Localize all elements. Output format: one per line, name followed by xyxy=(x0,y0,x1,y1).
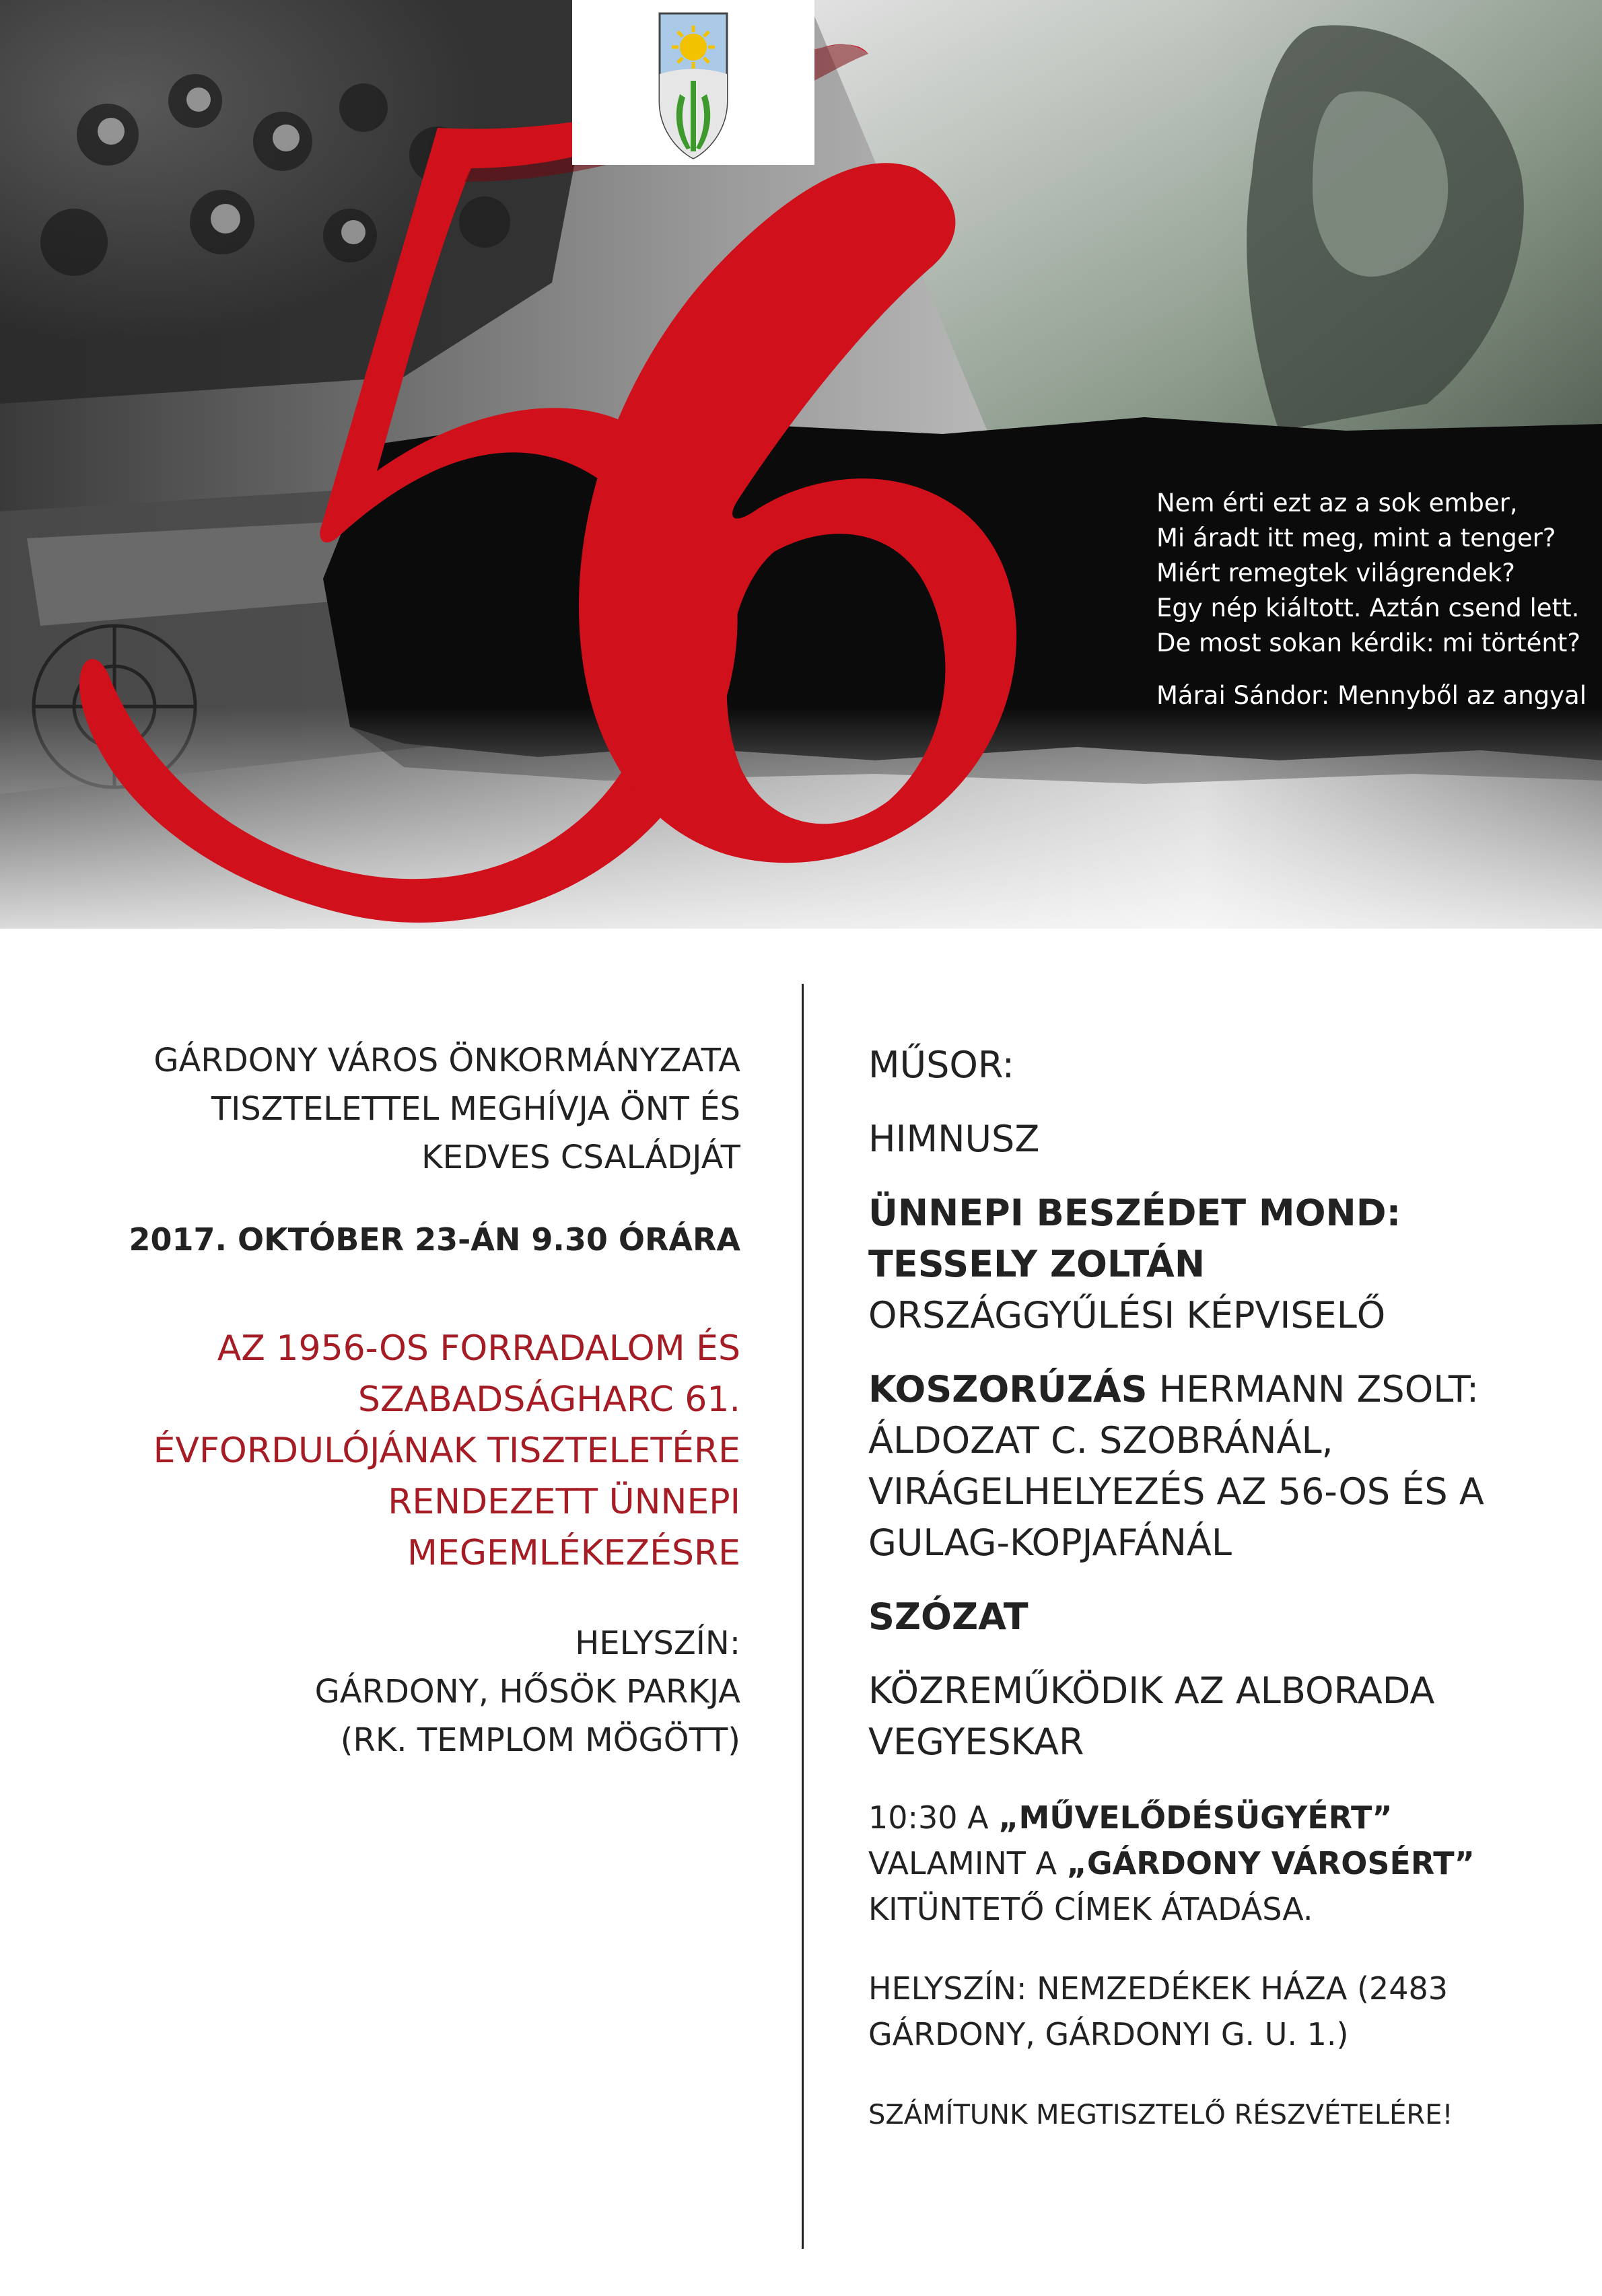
wreath-detail: GULAG-KOPJAFÁNÁL xyxy=(868,1521,1232,1564)
wreath-detail: VIRÁGELHELYEZÉS AZ 56-OS ÉS A xyxy=(868,1470,1484,1513)
quote-line: Egy nép kiáltott. Aztán csend lett. xyxy=(1156,594,1580,622)
coat-of-arms-icon xyxy=(572,0,814,165)
wreath-label: KOSZORÚZÁS xyxy=(868,1368,1148,1410)
invitation-line: TISZTELETTEL MEGHÍVJA ÖNT ÉS xyxy=(211,1090,740,1128)
program-column xyxy=(868,1040,1595,2135)
awards-mid: VALAMINT A xyxy=(868,1845,1067,1881)
crest-panel xyxy=(572,0,814,165)
column-divider xyxy=(802,984,804,2249)
venue-line: HELYSZÍN: xyxy=(575,1624,740,1662)
program-venue-line: HELYSZÍN: NEMZEDÉKEK HÁZA (2483 xyxy=(868,1970,1448,2007)
wreath-person: HERMANN ZSOLT: xyxy=(1147,1368,1479,1410)
event-venue xyxy=(81,1619,740,1764)
invitation-line: KEDVES CSALÁDJÁT xyxy=(421,1139,740,1176)
awards-block xyxy=(868,1795,1595,1932)
awards-suffix: KITÜNTETŐ CÍMEK ÁTADÁSA. xyxy=(868,1891,1313,1927)
awards-line xyxy=(868,1795,1595,1840)
awards-line xyxy=(868,1840,1595,1886)
hero-banner xyxy=(0,0,1602,979)
poem-quote xyxy=(1156,486,1587,713)
awards-prefix: 10:30 A xyxy=(868,1799,999,1836)
venue-line: (RK. TEMPLOM MÖGÖTT) xyxy=(340,1721,740,1759)
award-name: „MŰVELŐDÉSÜGYÉRT” xyxy=(998,1799,1393,1836)
invitation-text xyxy=(81,1036,740,1182)
choir-line: KÖZREMŰKÖDIK AZ ALBORADA xyxy=(868,1670,1435,1712)
wreath-detail: ÁLDOZAT C. SZOBRÁNÁL, xyxy=(868,1419,1333,1462)
event-title-line: RENDEZETT ÜNNEPI xyxy=(388,1482,740,1522)
quote-line: Nem érti ezt az a sok ember, xyxy=(1156,489,1518,517)
program-anthem: HIMNUSZ xyxy=(868,1118,1040,1160)
program-venue-line: GÁRDONY, GÁRDONYI G. U. 1.) xyxy=(868,2016,1349,2052)
wreath-line xyxy=(868,1364,1595,1415)
venue-line: GÁRDONY, HŐSÖK PARKJA xyxy=(314,1673,740,1711)
program-heading: MŰSOR: xyxy=(868,1044,1014,1086)
speech-label: ÜNNEPI BESZÉDET MOND: xyxy=(868,1192,1401,1234)
choir-line: VEGYESKAR xyxy=(868,1721,1084,1763)
event-title xyxy=(81,1323,740,1579)
quote-author: Márai Sándor: Mennyből az angyal xyxy=(1156,681,1587,710)
speaker-title: ORSZÁGGYŰLÉSI KÉPVISELŐ xyxy=(868,1294,1386,1336)
event-title-line: MEGEMLÉKEZÉSRE xyxy=(407,1533,740,1573)
event-title-line: ÉVFORDULÓJÁNAK TISZTELETÉRE xyxy=(153,1431,740,1471)
event-title-line: AZ 1956-OS FORRADALOM ÉS xyxy=(217,1328,740,1369)
invitation-column xyxy=(81,1036,740,1764)
closing-text: SZÁMÍTUNK MEGTISZTELŐ RÉSZVÉTELÉRE! xyxy=(868,2100,1453,2130)
event-title-line: SZABADSÁGHARC 61. xyxy=(357,1379,740,1420)
program-szozat: SZÓZAT xyxy=(868,1595,1029,1638)
quote-line: Mi áradt itt meg, mint a tenger? xyxy=(1156,524,1556,552)
quote-line: De most sokan kérdik: mi történt? xyxy=(1156,629,1580,657)
program-venue xyxy=(868,1966,1595,2057)
quote-line: Miért remegtek világrendek? xyxy=(1156,559,1515,587)
event-datetime: 2017. OKTÓBER 23-ÁN 9.30 ÓRÁRA xyxy=(129,1221,740,1258)
award-name: „GÁRDONY VÁROSÉRT” xyxy=(1066,1845,1475,1881)
speaker-name: TESSELY ZOLTÁN xyxy=(868,1243,1206,1285)
invitation-line: GÁRDONY VÁROS ÖNKORMÁNYZATA xyxy=(153,1042,740,1079)
